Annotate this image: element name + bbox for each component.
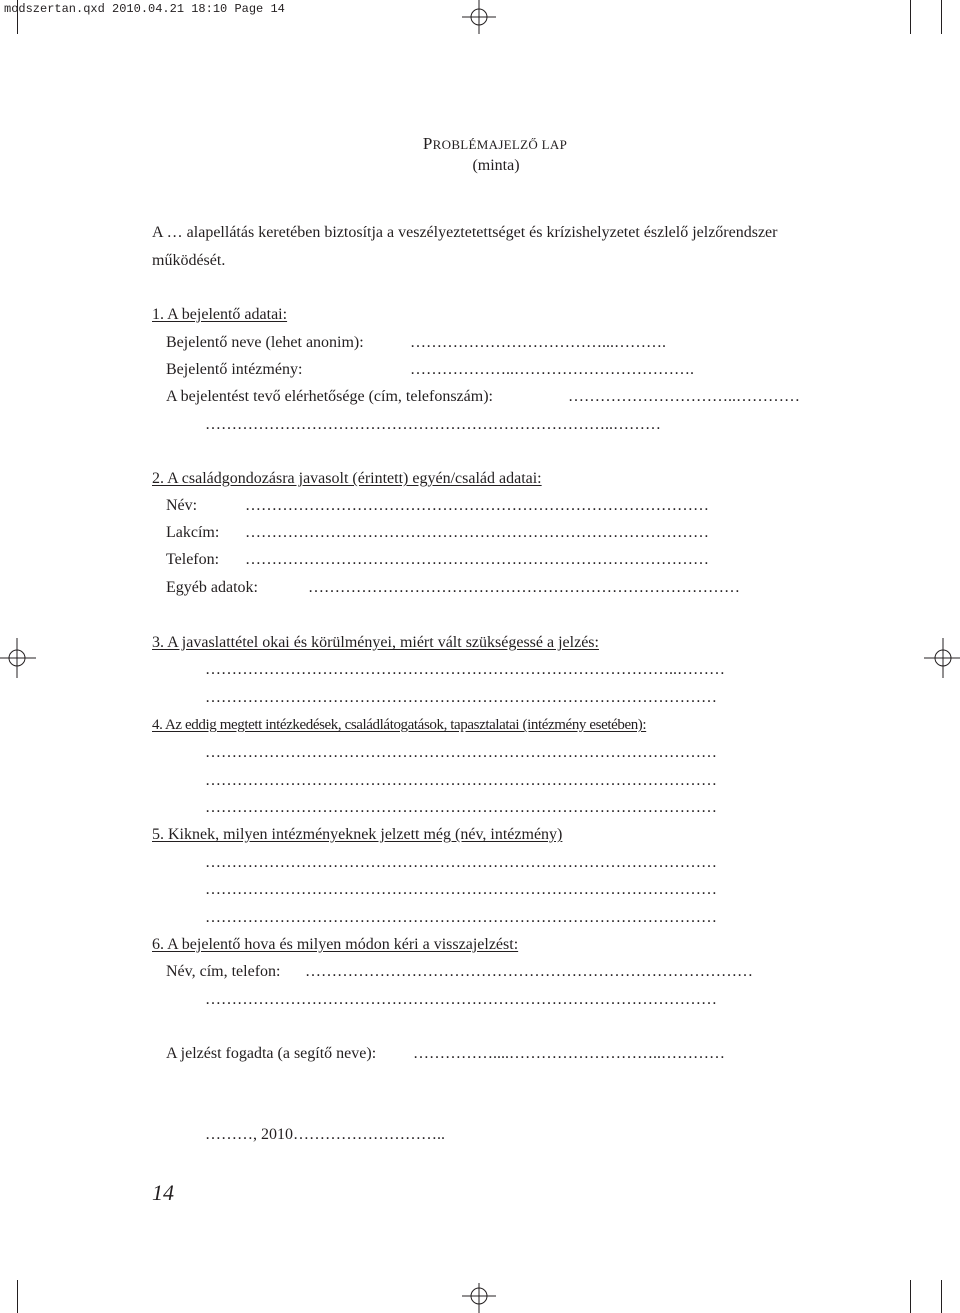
other-reports-field-1[interactable]: …………………………………………………………………………………… <box>205 854 717 871</box>
other-reports-field-2[interactable]: …………………………………………………………………………………… <box>205 881 717 898</box>
page-number: 14 <box>152 1180 174 1205</box>
reporter-name-field[interactable]: ………………………………...………. <box>410 334 666 351</box>
measures-field-2[interactable]: …………………………………………………………………………………… <box>205 772 717 789</box>
crop-mark-top-center <box>910 0 911 34</box>
family-other-label: Egyéb adatok: <box>166 579 258 596</box>
crop-mark-bottom-left <box>17 1280 18 1313</box>
feedback-contact-field-1[interactable]: ………………………………………………………………………… <box>305 963 753 980</box>
family-address-field[interactable]: …………………………………………………………………………… <box>245 524 709 541</box>
registration-mark-right <box>924 638 960 678</box>
reporter-contact-label: A bejelentést tevő elérhetősége (cím, telefonszám): <box>166 388 493 405</box>
reporter-institution-label: Bejelentő intézmény: <box>166 361 303 378</box>
received-by-label: A jelzést fogadta (a segítő neve): <box>166 1045 377 1062</box>
page-title <box>0 134 960 154</box>
section-6-heading: 6. A bejelentő hova és milyen módon kéri a visszajelzést: <box>152 936 519 953</box>
family-phone-field[interactable]: …………………………………………………………………………… <box>245 551 709 568</box>
family-name-field[interactable]: …………………………………………………………………………… <box>245 497 709 514</box>
intro-line-1: A … alapellátás keretében biztosítja a veszélyeztetettséget és krízishelyzetet észlelő jelzőrendszer <box>152 224 778 241</box>
section-4-heading: 4. Az eddig megtett intézkedések, családlátogatások, tapasztalatai (intézmény esetében): <box>152 717 647 733</box>
page-title-initial: P <box>422 134 433 153</box>
measures-field-3[interactable]: …………………………………………………………………………………… <box>205 799 717 816</box>
page-subtitle: (minta) <box>472 157 520 174</box>
reporter-institution-field[interactable]: ………………..……………………………. <box>410 361 694 378</box>
measures-field-1[interactable]: …………………………………………………………………………………… <box>205 744 717 761</box>
print-slug: modszertan.qxd 2010.04.21 18:10 Page 14 <box>4 2 285 16</box>
family-address-label: Lakcím: <box>166 524 220 541</box>
family-other-field[interactable]: ……………………………………………………………………… <box>308 579 740 596</box>
date-line[interactable]: ………, 2010……………………….. <box>205 1126 445 1143</box>
registration-mark-top <box>462 0 496 34</box>
family-phone-label: Telefon: <box>166 551 220 568</box>
section-2-heading: 2. A családgondozásra javasolt (érintett) egyén/család adatai: <box>152 470 542 487</box>
page-title-smallcaps: ROBLÉMAJELZŐ LAP <box>432 137 568 152</box>
reason-field-1[interactable]: ……………………………………………………………………………..……… <box>205 661 725 678</box>
registration-mark-bottom <box>462 1283 496 1313</box>
reporter-contact-field[interactable]: …………………………..………… <box>568 388 800 405</box>
reporter-contact-field-2[interactable]: …………………………………………………………………..……… <box>205 416 661 433</box>
intro-line-2: működését. <box>152 252 226 269</box>
crop-mark-bottom-center <box>910 1280 911 1313</box>
feedback-contact-field-2[interactable]: …………………………………………………………………………………… <box>205 991 717 1008</box>
other-reports-field-3[interactable]: …………………………………………………………………………………… <box>205 909 717 926</box>
crop-mark-top-right <box>941 0 942 34</box>
reporter-name-label: Bejelentő neve (lehet anonim): <box>166 334 364 351</box>
section-1-heading: 1. A bejelentő adatai: <box>152 306 288 323</box>
section-5-heading: 5. Kiknek, milyen intézményeknek jelzett még (név, intézmény) <box>152 826 563 843</box>
family-name-label: Név: <box>166 497 198 514</box>
registration-mark-left <box>0 638 36 678</box>
reason-field-2[interactable]: …………………………………………………………………………………… <box>205 689 717 706</box>
received-by-field[interactable]: ……………....………………………..………… <box>413 1045 725 1062</box>
feedback-contact-label: Név, cím, telefon: <box>166 963 281 980</box>
section-3-heading: 3. A javaslattétel okai és körülményei, miért vált szükségessé a jelzés: <box>152 634 599 651</box>
crop-mark-bottom-right <box>941 1280 942 1313</box>
